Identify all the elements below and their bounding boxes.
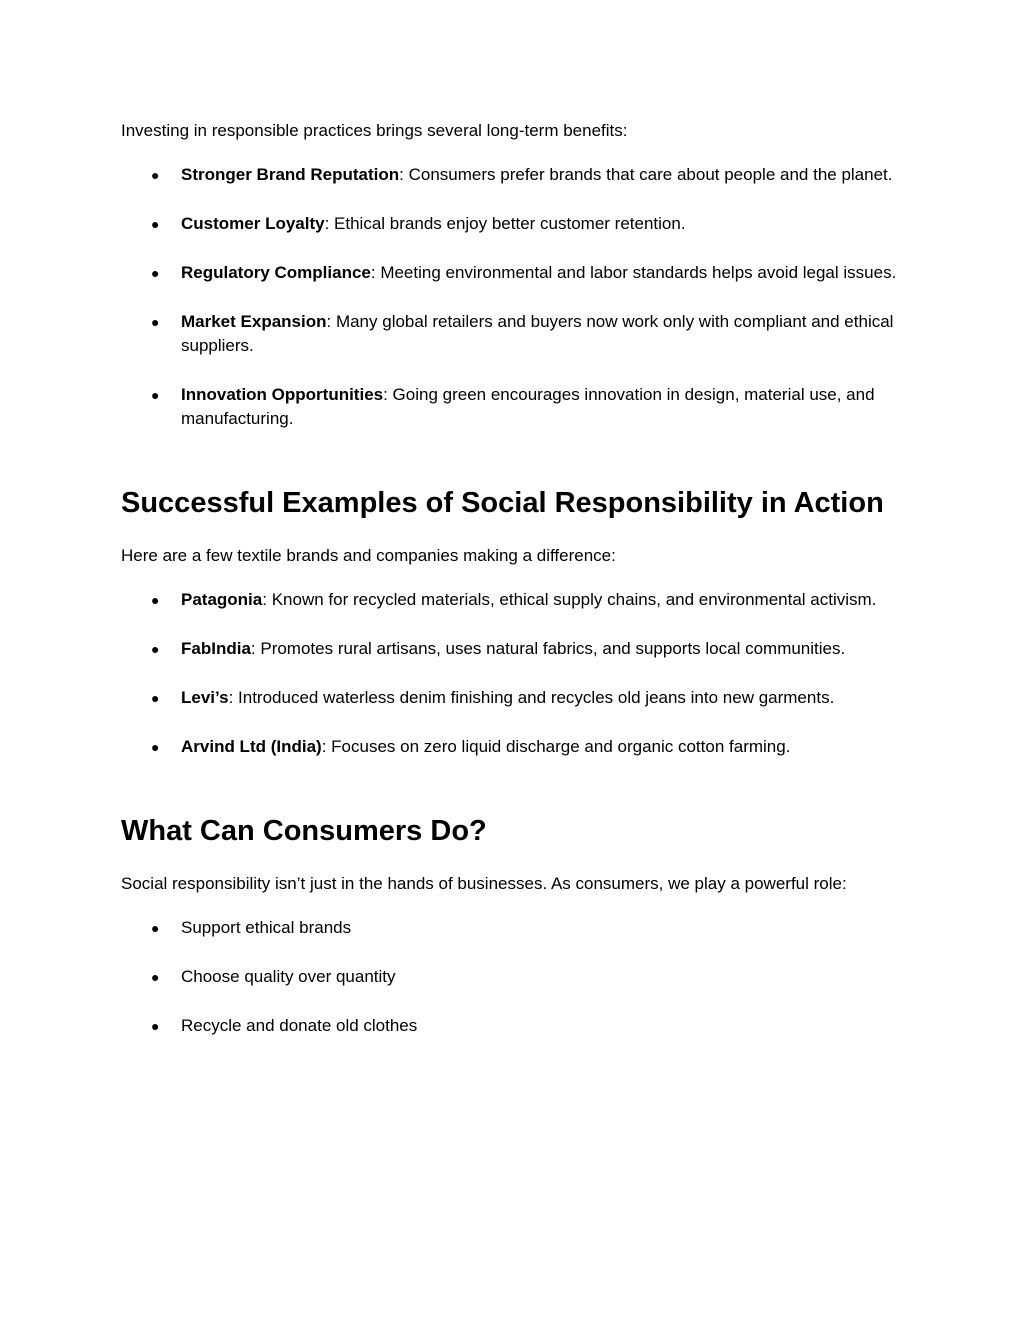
benefit-text: : Consumers prefer brands that care about people and the planet. xyxy=(399,165,893,184)
consumer-action-text: Recycle and donate old clothes xyxy=(181,1016,418,1035)
benefit-text: : Going green encourages innovation in design, material use, and manufacturing. xyxy=(181,385,875,428)
benefit-term: Customer Loyalty xyxy=(181,214,325,233)
list-item xyxy=(121,383,906,431)
bullet-icon: ● xyxy=(151,739,160,755)
bullet-icon: ● xyxy=(151,1018,160,1034)
consumer-action-text: Choose quality over quantity xyxy=(181,967,396,986)
bullet-icon: ● xyxy=(151,969,160,985)
benefit-term: Innovation Opportunities xyxy=(181,385,384,404)
example-text: : Introduced waterless denim finishing and recycles old jeans into new garments. xyxy=(228,688,835,707)
list-item xyxy=(121,310,906,358)
example-text: : Promotes rural artisans, uses natural fabrics, and supports local communities. xyxy=(250,639,846,658)
benefit-text: : Meeting environmental and labor standards helps avoid legal issues. xyxy=(370,263,897,282)
benefits-list xyxy=(121,163,906,431)
list-item xyxy=(121,965,906,989)
examples-heading: Successful Examples of Social Responsibility in Action xyxy=(121,487,884,519)
list-item xyxy=(121,637,906,661)
consumer-actions-list xyxy=(121,916,906,1038)
list-item xyxy=(121,1014,906,1038)
list-item xyxy=(121,686,906,710)
benefit-text: : Many global retailers and buyers now work only with compliant and ethical suppliers. xyxy=(181,312,894,355)
list-item xyxy=(121,916,906,940)
consumer-action-text: Support ethical brands xyxy=(181,918,352,937)
bullet-icon: ● xyxy=(151,314,160,330)
examples-intro-paragraph: Here are a few textile brands and companies making a difference: xyxy=(121,546,616,565)
example-text: : Focuses on zero liquid discharge and organic cotton farming. xyxy=(321,737,791,756)
bullet-icon: ● xyxy=(151,690,160,706)
bullet-icon: ● xyxy=(151,387,160,403)
bullet-icon: ● xyxy=(151,216,160,232)
list-item xyxy=(121,735,906,759)
list-item xyxy=(121,261,906,285)
benefit-term: Stronger Brand Reputation xyxy=(181,165,400,184)
bullet-icon: ● xyxy=(151,920,160,936)
list-item xyxy=(121,212,906,236)
examples-list xyxy=(121,588,906,759)
example-term: Patagonia xyxy=(181,590,263,609)
document-page xyxy=(121,119,906,1038)
bullet-icon: ● xyxy=(151,641,160,657)
benefit-text: : Ethical brands enjoy better customer retention. xyxy=(324,214,686,233)
list-item xyxy=(121,588,906,612)
example-term: Levi’s xyxy=(181,688,229,707)
bullet-icon: ● xyxy=(151,265,160,281)
benefit-term: Regulatory Compliance xyxy=(181,263,371,282)
benefit-term: Market Expansion xyxy=(181,312,327,331)
intro-paragraph: Investing in responsible practices brings several long-term benefits: xyxy=(121,121,628,140)
list-item xyxy=(121,163,906,187)
bullet-icon: ● xyxy=(151,167,160,183)
consumers-intro-paragraph: Social responsibility isn’t just in the hands of businesses. As consumers, we play a powerful role: xyxy=(121,874,847,893)
bullet-icon: ● xyxy=(151,592,160,608)
example-term: Arvind Ltd (India) xyxy=(181,737,322,756)
example-text: : Known for recycled materials, ethical supply chains, and environmental activism. xyxy=(262,590,877,609)
example-term: FabIndia xyxy=(181,639,251,658)
consumers-heading: What Can Consumers Do? xyxy=(121,815,487,847)
